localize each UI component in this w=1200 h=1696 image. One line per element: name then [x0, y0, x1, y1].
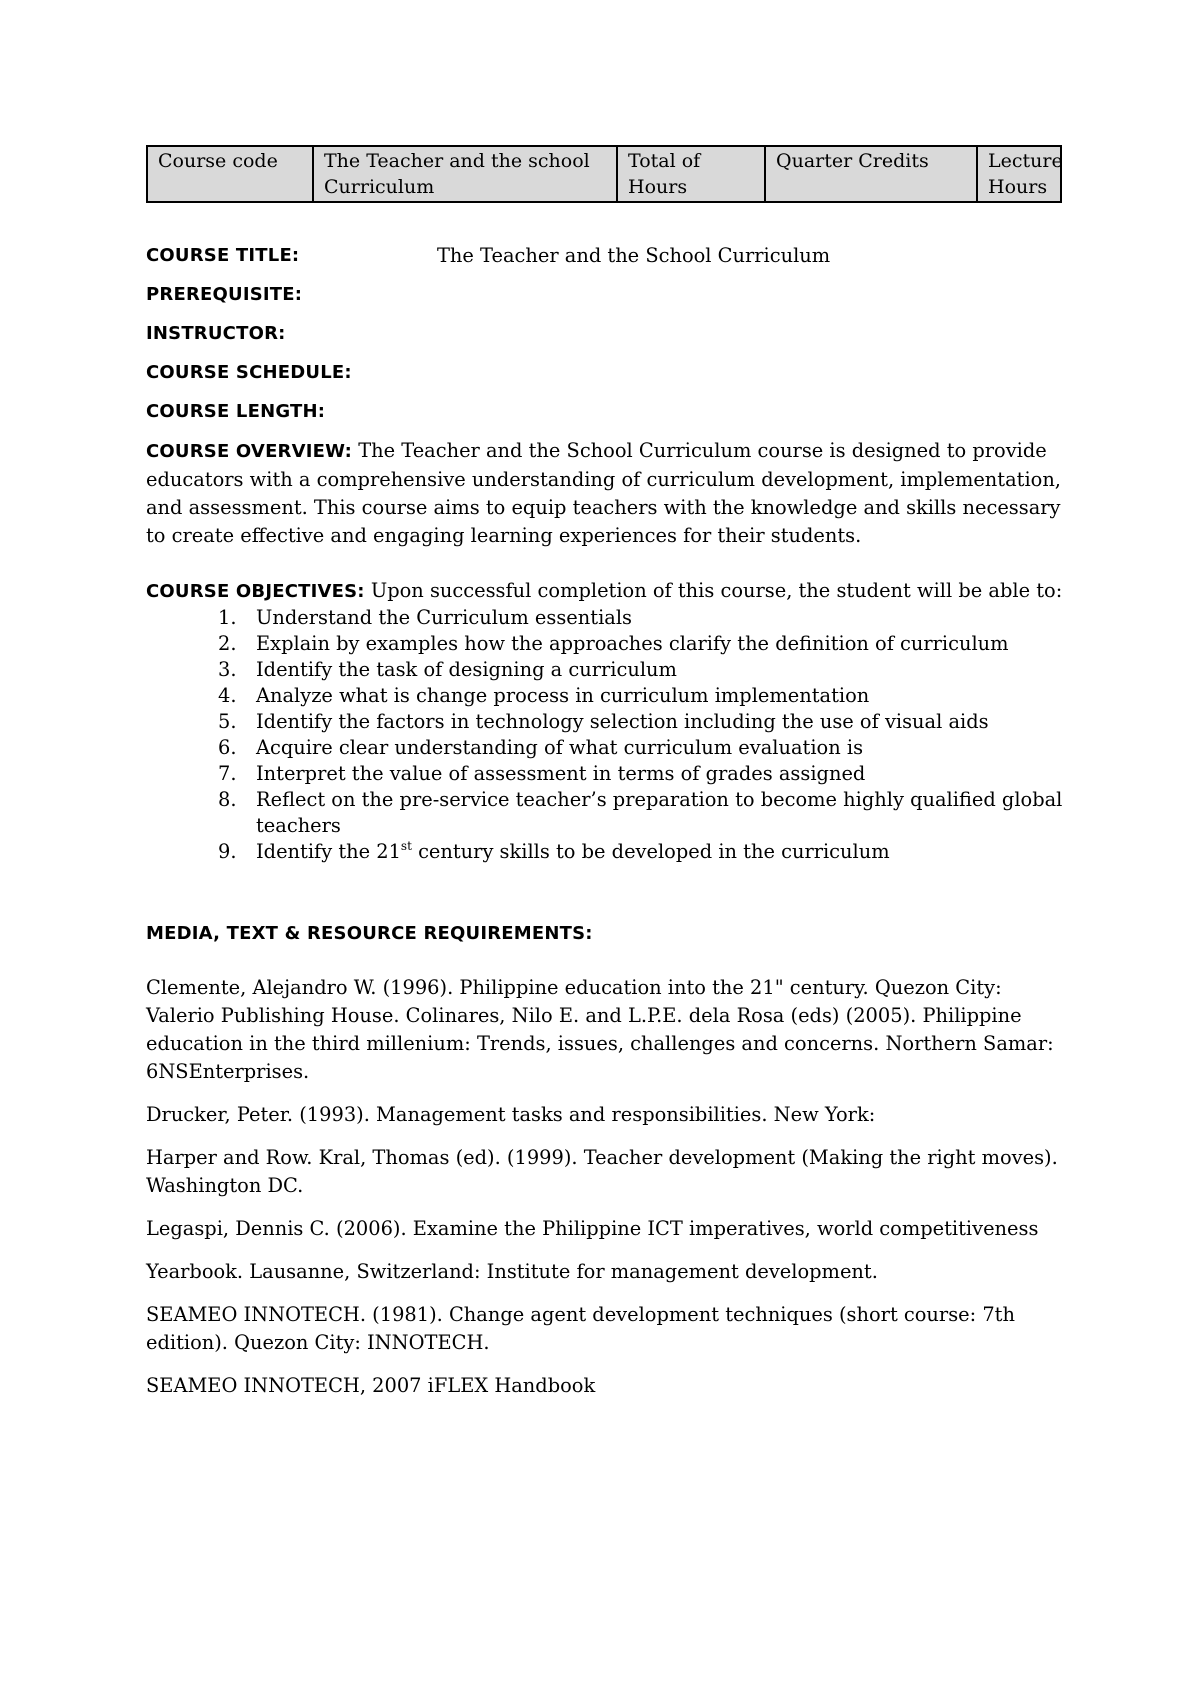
- reference-entry: SEAMEO INNOTECH, 2007 iFLEX Handbook: [146, 1374, 596, 1397]
- objective-item: [146, 683, 1066, 709]
- header-cell-course-code: Course code: [147, 146, 313, 202]
- field-course-title: [146, 242, 1066, 270]
- objective-number: 1.: [218, 606, 237, 629]
- field-value: [437, 320, 1066, 348]
- objective-item: [146, 787, 1066, 839]
- course-overview-label: COURSE OVERVIEW:: [146, 441, 353, 462]
- course-objectives-label: COURSE OBJECTIVES:: [146, 581, 365, 602]
- objective-number: 9.: [218, 840, 237, 863]
- reference-entry: Harper and Row. Kral, Thomas (ed). (1999). Teacher development (Making the right moves). Washington DC.: [146, 1146, 1058, 1197]
- course-overview-paragraph: [146, 437, 1066, 550]
- field-instructor: [146, 320, 1066, 348]
- reference-entry: Yearbook. Lausanne, Switzerland: Institute for management development.: [146, 1260, 878, 1283]
- field-value: [437, 398, 1066, 426]
- reference-entry: Drucker, Peter. (1993). Management tasks and responsibilities. New York:: [146, 1103, 876, 1126]
- objective-text-superscript: st: [400, 839, 412, 853]
- objective-item: [146, 631, 1066, 657]
- field-value: [437, 359, 1066, 387]
- objective-text: Explain by examples how the approaches clarify the definition of curriculum: [256, 632, 1009, 655]
- objective-text-end: century skills to be developed in the curriculum: [411, 840, 890, 863]
- field-value: The Teacher and the School Curriculum: [437, 244, 831, 267]
- objective-text: Acquire clear understanding of what curriculum evaluation is: [256, 736, 864, 759]
- field-label: INSTRUCTOR:: [146, 323, 286, 344]
- course-objectives-intro-text: Upon successful completion of this course, the student will be able to:: [364, 579, 1063, 602]
- objective-item: [146, 839, 1066, 865]
- field-label: PREREQUISITE:: [146, 284, 303, 305]
- reference-entry: SEAMEO INNOTECH. (1981). Change agent development techniques (short course: 7th edition). Quezon City: INNOTECH.: [146, 1303, 1015, 1354]
- objective-text: Identify the factors in technology selection including the use of visual aids: [256, 710, 989, 733]
- media-requirements-heading: MEDIA, TEXT & RESOURCE REQUIREMENTS:: [146, 923, 593, 944]
- course-objectives-section: [146, 578, 1066, 865]
- objective-item: [146, 709, 1066, 735]
- objective-number: 4.: [218, 684, 237, 707]
- objective-text: Understand the Curriculum essentials: [256, 606, 632, 629]
- objective-number: 7.: [218, 762, 237, 785]
- objectives-list: [146, 605, 1066, 865]
- course-header-row: [147, 146, 1061, 202]
- objective-item: [146, 735, 1066, 761]
- field-value: [437, 281, 1066, 309]
- objective-number: 3.: [218, 658, 237, 681]
- objective-item: [146, 761, 1066, 787]
- header-cell-lecture-hours: Lecture Hours: [977, 146, 1061, 202]
- header-cell-course-name: The Teacher and the school Curriculum: [313, 146, 617, 202]
- objective-text: Interpret the value of assessment in terms of grades assigned: [256, 762, 866, 785]
- header-cell-total-hours: Total of Hours: [617, 146, 765, 202]
- objective-number: 5.: [218, 710, 237, 733]
- field-label: COURSE LENGTH:: [146, 401, 326, 422]
- field-label: COURSE TITLE:: [146, 245, 300, 266]
- field-course-schedule: [146, 359, 1066, 387]
- field-prerequisite: [146, 281, 1066, 309]
- reference-entry: Clemente, Alejandro W. (1996). Philippine education into the 21" century. Quezon City: Valerio Publishing House. Colinares, Nilo E. and L.P.E. dela Rosa (eds) (2005). Philippine education in the third millenium: Trends, issues, challenges and concerns. Northern Samar: 6NSEnterprises.: [146, 976, 1054, 1083]
- objective-number: 2.: [218, 632, 237, 655]
- course-header-table: [146, 145, 1062, 203]
- objective-text-start: Identify the 21: [256, 840, 401, 863]
- objective-text: Analyze what is change process in curriculum implementation: [256, 684, 870, 707]
- objective-text: Identify the task of designing a curriculum: [256, 658, 677, 681]
- document-body: [146, 242, 1066, 1415]
- field-course-length: [146, 398, 1066, 426]
- header-cell-quarter-credits: Quarter Credits: [765, 146, 977, 202]
- course-objectives-intro: [146, 578, 1066, 605]
- objective-number: 6.: [218, 736, 237, 759]
- objective-item: [146, 605, 1066, 631]
- reference-entry: Legaspi, Dennis C. (2006). Examine the Philippine ICT imperatives, world competitiveness: [146, 1217, 1039, 1240]
- objective-item: [146, 657, 1066, 683]
- objective-number: 8.: [218, 788, 237, 811]
- course-overview-text: The Teacher and the School Curriculum course is designed to provide educators with a comprehensive understanding of curriculum development, implementation, and assessment. This course aims to equip teachers with the knowledge and skills necessary to create effective and engaging learning experiences for their students.: [146, 439, 1061, 547]
- objective-text: Reflect on the pre-service teacher’s preparation to become highly qualified global teachers: [256, 788, 1063, 837]
- references-list: [146, 974, 1066, 1400]
- field-label: COURSE SCHEDULE:: [146, 362, 352, 383]
